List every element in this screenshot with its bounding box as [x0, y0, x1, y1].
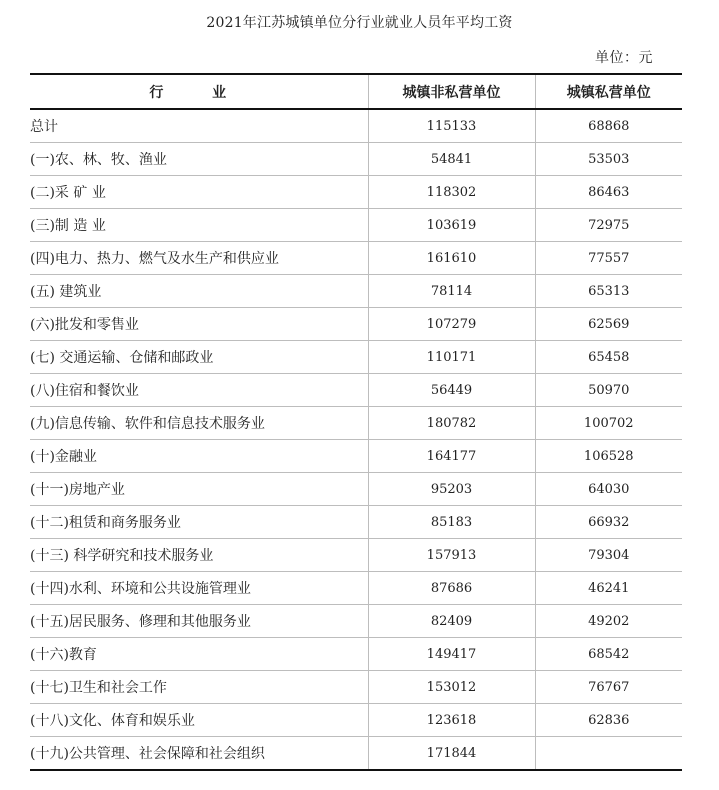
- non-private-wage-cell: 149417: [368, 638, 535, 671]
- non-private-wage-cell: 87686: [368, 572, 535, 605]
- industry-cell: (九)信息传输、软件和信息技术服务业: [30, 407, 368, 440]
- industry-cell: (十)金融业: [30, 440, 368, 473]
- table-row: [30, 605, 682, 638]
- private-wage-cell: 65458: [535, 341, 682, 374]
- private-wage-cell: 79304: [535, 539, 682, 572]
- private-wage-cell: 49202: [535, 605, 682, 638]
- table-row: [30, 737, 682, 771]
- private-wage-cell: 68868: [535, 109, 682, 143]
- non-private-wage-cell: 164177: [368, 440, 535, 473]
- industry-cell: (十七)卫生和社会工作: [30, 671, 368, 704]
- non-private-wage-cell: 95203: [368, 473, 535, 506]
- non-private-wage-cell: 82409: [368, 605, 535, 638]
- table-row: [30, 704, 682, 737]
- wage-table: [30, 73, 682, 771]
- table-row: [30, 440, 682, 473]
- private-wage-cell: 66932: [535, 506, 682, 539]
- non-private-wage-cell: 85183: [368, 506, 535, 539]
- industry-cell: (七) 交通运输、仓储和邮政业: [30, 341, 368, 374]
- table-row: [30, 143, 682, 176]
- private-wage-cell: 106528: [535, 440, 682, 473]
- non-private-wage-cell: 118302: [368, 176, 535, 209]
- non-private-wage-cell: 171844: [368, 737, 535, 771]
- private-wage-cell: 77557: [535, 242, 682, 275]
- table-row: [30, 506, 682, 539]
- non-private-wage-cell: 110171: [368, 341, 535, 374]
- industry-cell: (八)住宿和餐饮业: [30, 374, 368, 407]
- non-private-wage-cell: 115133: [368, 109, 535, 143]
- document-title: 2021年江苏城镇单位分行业就业人员年平均工资: [206, 15, 513, 31]
- table-row: [30, 374, 682, 407]
- industry-cell: (一)农、林、牧、渔业: [30, 143, 368, 176]
- private-wage-cell: 53503: [535, 143, 682, 176]
- table-row: [30, 109, 682, 143]
- table-row: [30, 308, 682, 341]
- header-private: 城镇私营单位: [535, 74, 682, 109]
- table-row: [30, 341, 682, 374]
- industry-cell: (四)电力、热力、燃气及水生产和供应业: [30, 242, 368, 275]
- non-private-wage-cell: 107279: [368, 308, 535, 341]
- industry-cell: 总计: [30, 109, 368, 143]
- table-row: [30, 407, 682, 440]
- private-wage-cell: [535, 737, 682, 771]
- header-industry: [30, 74, 368, 109]
- table-body: [30, 109, 682, 770]
- private-wage-cell: 46241: [535, 572, 682, 605]
- industry-cell: (六)批发和零售业: [30, 308, 368, 341]
- industry-cell: (十四)水利、环境和公共设施管理业: [30, 572, 368, 605]
- industry-cell: (三)制 造 业: [30, 209, 368, 242]
- non-private-wage-cell: 180782: [368, 407, 535, 440]
- non-private-wage-cell: 153012: [368, 671, 535, 704]
- industry-cell: (二)采 矿 业: [30, 176, 368, 209]
- private-wage-cell: 62836: [535, 704, 682, 737]
- industry-cell: (十一)房地产业: [30, 473, 368, 506]
- table-row: [30, 209, 682, 242]
- header-industry-label: 行 业: [149, 84, 249, 101]
- non-private-wage-cell: 103619: [368, 209, 535, 242]
- industry-cell: (十五)居民服务、修理和其他服务业: [30, 605, 368, 638]
- non-private-wage-cell: 161610: [368, 242, 535, 275]
- non-private-wage-cell: 157913: [368, 539, 535, 572]
- private-wage-cell: 68542: [535, 638, 682, 671]
- private-wage-cell: 50970: [535, 374, 682, 407]
- industry-cell: (十六)教育: [30, 638, 368, 671]
- private-wage-cell: 62569: [535, 308, 682, 341]
- table-row: [30, 242, 682, 275]
- non-private-wage-cell: 78114: [368, 275, 535, 308]
- private-wage-cell: 100702: [535, 407, 682, 440]
- industry-cell: (十三) 科学研究和技术服务业: [30, 539, 368, 572]
- non-private-wage-cell: 123618: [368, 704, 535, 737]
- unit-label: 单位：元: [595, 50, 653, 66]
- header-non-private: 城镇非私营单位: [368, 74, 535, 109]
- non-private-wage-cell: 56449: [368, 374, 535, 407]
- private-wage-cell: 65313: [535, 275, 682, 308]
- table-row: [30, 539, 682, 572]
- table-row: [30, 275, 682, 308]
- table-row: [30, 473, 682, 506]
- table-row: [30, 638, 682, 671]
- private-wage-cell: 64030: [535, 473, 682, 506]
- private-wage-cell: 76767: [535, 671, 682, 704]
- table-header-row: [30, 74, 682, 109]
- private-wage-cell: 72975: [535, 209, 682, 242]
- private-wage-cell: 86463: [535, 176, 682, 209]
- industry-cell: (五) 建筑业: [30, 275, 368, 308]
- table-row: [30, 176, 682, 209]
- industry-cell: (十九)公共管理、社会保障和社会组织: [30, 737, 368, 771]
- table-row: [30, 572, 682, 605]
- table-row: [30, 671, 682, 704]
- industry-cell: (十八)文化、体育和娱乐业: [30, 704, 368, 737]
- non-private-wage-cell: 54841: [368, 143, 535, 176]
- industry-cell: (十二)租赁和商务服务业: [30, 506, 368, 539]
